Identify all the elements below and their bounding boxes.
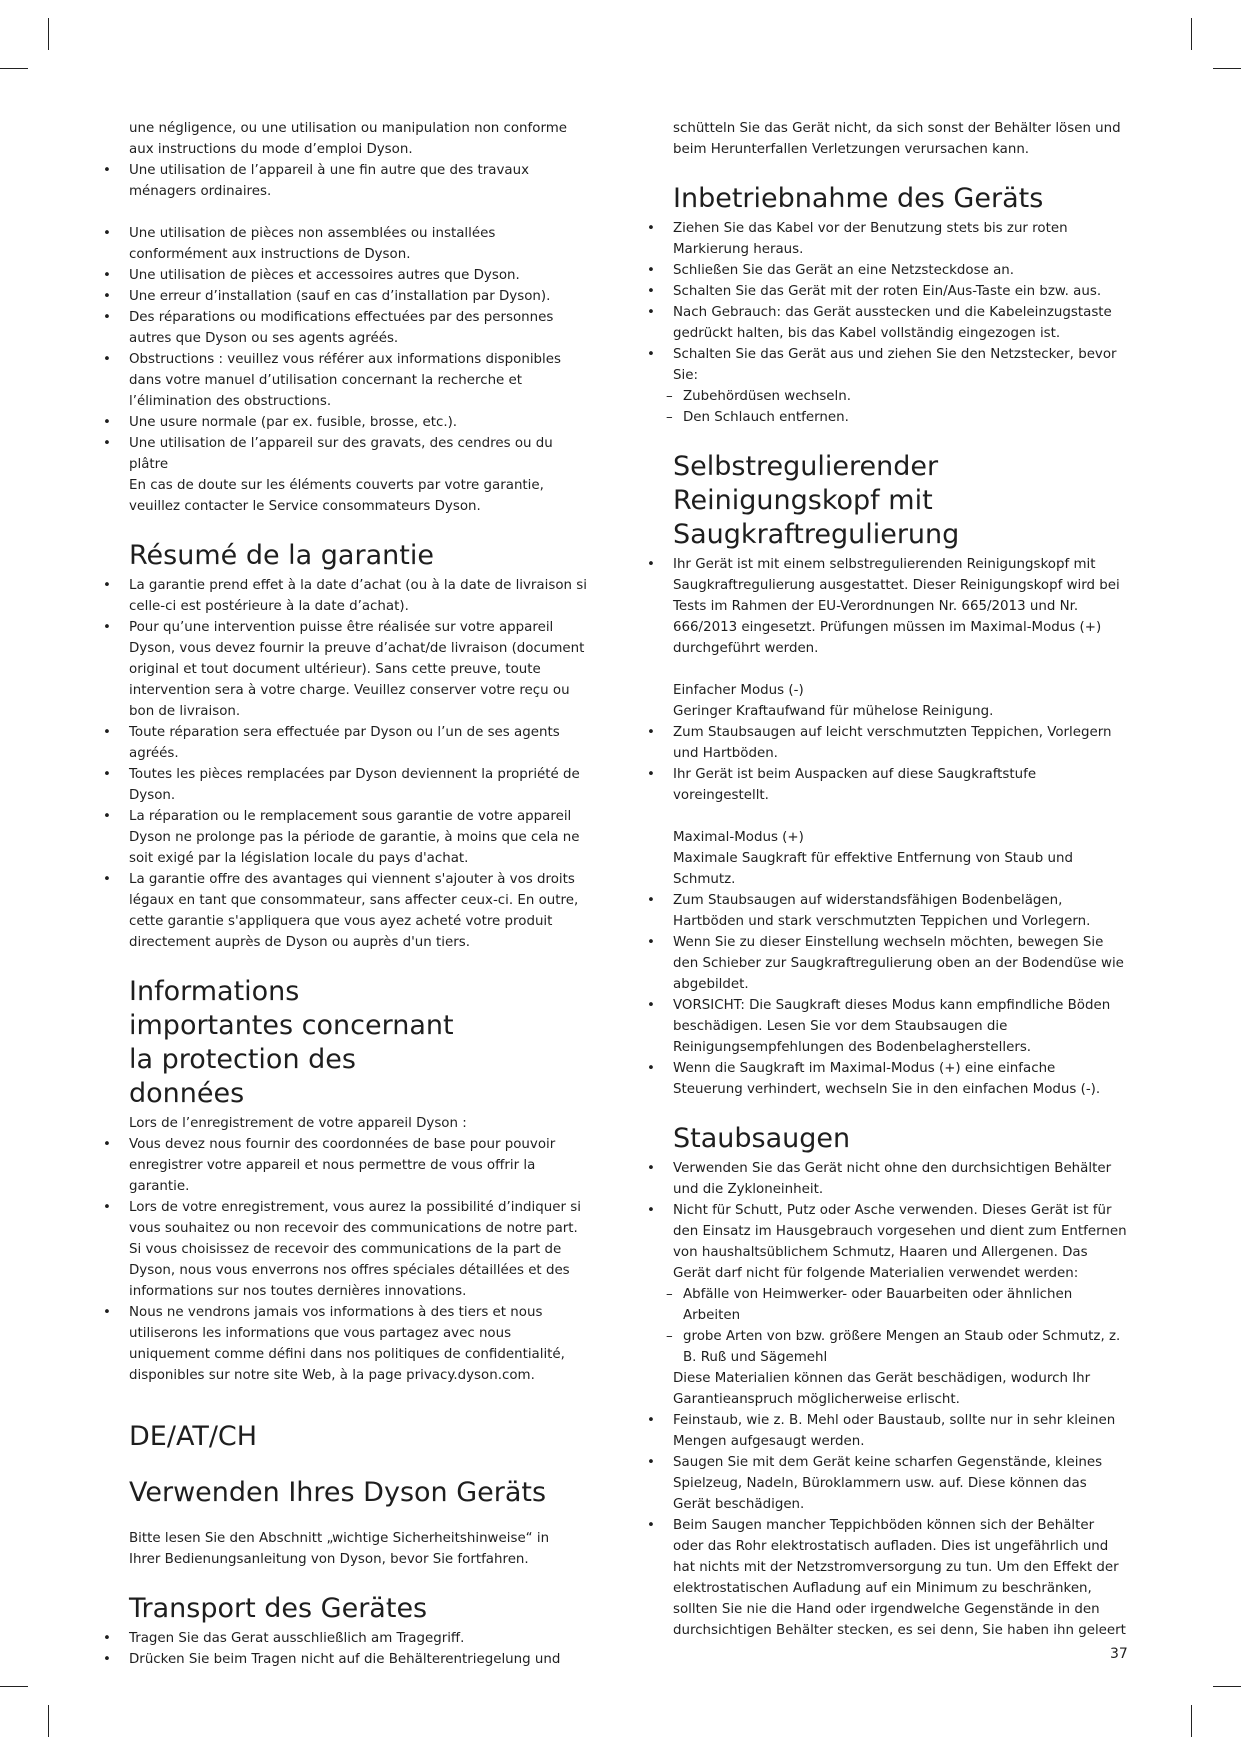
heading-einfacher-modus: Einfacher Modus (-) xyxy=(673,683,804,698)
maximal-modus-list xyxy=(673,848,1128,1100)
crop-mark-bottom-right-v xyxy=(1191,1705,1192,1737)
bullet-item: • Drücken Sie beim Tragen nicht auf die Behälterentriegelung und xyxy=(129,1649,594,1670)
staubsaugen-list xyxy=(673,1158,1128,1641)
bullet-item: • Schalten Sie das Gerät mit der roten Ein/Aus-Taste ein bzw. aus. xyxy=(673,281,1128,302)
bullet-item: • Ihr Gerät ist beim Auspacken auf diese Saugkraftstufe voreingestellt. xyxy=(673,764,1128,806)
bullet-item: • Verwenden Sie das Gerät nicht ohne den durchsichtigen Behälter und die Zykloneinheit. xyxy=(673,1158,1128,1200)
crop-mark-top-right-v xyxy=(1191,18,1192,50)
bullet-item: • Lors de votre enregistrement, vous aurez la possibilité d’indiquer si vous souhaitez ou non recevoir des communications de notre part. Si vous choisissez de recevoir des communications de la part de Dyson, nous vous enverrons nos offres spéciales détaillées et des informations sur nos toutes dernières innovations. xyxy=(129,1197,594,1302)
spacer xyxy=(129,202,594,223)
bullet-item: • La réparation ou le remplacement sous garantie de votre appareil Dyson ne prolonge pas la période de garantie, à moins que cela ne soit exigé par la législation locale du pays d'achat. xyxy=(129,806,594,869)
bullet-item: • La garantie prend effet à la date d’achat (ou à la date de livraison si celle-ci est postérieure à la date d’achat). xyxy=(129,575,594,617)
bullet-item: • Une utilisation de pièces non assemblées ou installées conformément aux instructions de Dyson. xyxy=(129,223,594,265)
warranty-exclusions-list-continued xyxy=(129,223,594,517)
page-number: 37 xyxy=(1110,1646,1128,1662)
bullet-item: • Wenn Sie zu dieser Einstellung wechseln möchten, bewegen Sie den Schieber zur Saugkraftregulierung oben an der Bodendüse wie abgebildet. xyxy=(673,932,1128,995)
transport-list xyxy=(129,1628,594,1670)
crop-mark-bottom-left-h xyxy=(0,1686,28,1687)
bullet-item: • Beim Saugen mancher Teppichböden können sich der Behälter oder das Rohr elektrostatisch aufladen. Dies ist ungefährlich und hat nichts mit der Netzstromversorgung zu tun. Um den Effekt der elektrostatischen Aufladung auf ein Minimum zu beschränken, sollten Sie nie die Hand oder irgendwelche Gegenstände in den durchsichtigen Behälter stecken, es sei denn, Sie haben ihn geleert xyxy=(673,1515,1128,1641)
inbetriebnahme-list xyxy=(673,218,1128,428)
heading-transport: Transport des Gerätes xyxy=(129,1593,428,1624)
verwenden-note: Bitte lesen Sie den Abschnitt „wichtige Sicherheitshinweise“ in Ihrer Bedienungsanleitung von Dyson, bevor Sie fortfahren. xyxy=(129,1531,550,1567)
text-line: Geringer Kraftaufwand für mühelose Reinigung. xyxy=(673,704,994,719)
heading-inbetriebnahme: Inbetriebnahme des Geräts xyxy=(673,183,1044,214)
bullet-item: • La garantie offre des avantages qui viennent s'ajouter à vos droits légaux en tant que consommateur, sans affecter ceux-ci. En outre, cette garantie s'appliquera que vous ayez acheté votre produit directement auprès de Dyson ou auprès d'un tiers. xyxy=(129,869,594,953)
text-line: schütteln Sie das Gerät nicht, da sich sonst der Behälter lösen und beim Herunterfallen Verletzungen verursachen kann. xyxy=(673,121,1121,157)
heading-resume-garantie: Résumé de la garantie xyxy=(129,540,434,571)
bullet-item: • Nach Gebrauch: das Gerät ausstecken und die Kabeleinzugstaste gedrückt halten, bis das Kabel vollständig eingezogen ist. xyxy=(673,302,1128,344)
spacer xyxy=(673,806,1128,827)
resume-garantie-list xyxy=(129,575,594,953)
bullet-item: • Une utilisation de l’appareil sur des gravats, des cendres ou du plâtre xyxy=(129,433,594,475)
right-column xyxy=(673,118,1128,1641)
bullet-item: • Une utilisation de l’appareil à une fin autre que des travaux ménagers ordinaires. xyxy=(129,160,594,202)
bullet-item: • Zum Staubsaugen auf leicht verschmutzten Teppichen, Vorlegern und Hartböden. xyxy=(673,722,1128,764)
crop-mark-top-right-h xyxy=(1213,68,1241,69)
heading-staubsaugen: Staubsaugen xyxy=(673,1123,851,1154)
heading-selbstregulierend: Selbstregulierender Reinigungskopf mit Saugkraftregulierung xyxy=(673,451,960,550)
bullet-item: • Une usure normale (par ex. fusible, brosse, etc.). xyxy=(129,412,594,433)
bullet-item: • Pour qu’une intervention puisse être réalisée sur votre appareil Dyson, vous devez fournir la preuve d’achat/de livraison (document original et tout document ultérieur). Sans cette preuve, toute intervention sera à votre charge. Veuillez conserver votre reçu ou bon de livraison. xyxy=(129,617,594,722)
heading-maximal-modus: Maximal-Modus (+) xyxy=(673,830,804,845)
bullet-item: • Schließen Sie das Gerät an eine Netzsteckdose an. xyxy=(673,260,1128,281)
bullet-item: • Zum Staubsaugen auf widerstandsfähigen Bodenbelägen, Hartböden und stark verschmutzten Teppichen und Vorlegern. xyxy=(673,890,1128,932)
text-line: Lors de l’enregistrement de votre appareil Dyson : xyxy=(129,1116,467,1131)
dash-item: – Abfälle von Heimwerker- oder Bauarbeiten oder ähnlichen Arbeiten xyxy=(673,1284,1128,1326)
warranty-exclusions-list xyxy=(129,118,594,202)
spacer xyxy=(673,659,1128,680)
text-line: Maximale Saugkraft für effektive Entfernung von Staub und Schmutz. xyxy=(673,851,1073,887)
dash-item: – Den Schlauch entfernen. xyxy=(673,407,1128,428)
bullet-item: • Obstructions : veuillez vous référer aux informations disponibles dans votre manuel d’utilisation concernant la recherche et l’élimination des obstructions. xyxy=(129,349,594,412)
heading-country-code: DE/AT/CH xyxy=(129,1421,258,1452)
heading-protection-donnees: Informations importantes concernant la protection des données xyxy=(129,976,454,1109)
bullet-item: • VORSICHT: Die Saugkraft dieses Modus kann empfindliche Böden beschädigen. Lesen Sie vor dem Staubsaugen die Reinigungsempfehlungen des Bodenbelagherstellers. xyxy=(673,995,1128,1058)
crop-mark-top-left-h xyxy=(0,68,28,69)
crop-mark-top-left-v xyxy=(48,18,49,50)
bullet-item: • Feinstaub, wie z. B. Mehl oder Baustaub, sollte nur in sehr kleinen Mengen aufgesaugt werden. xyxy=(673,1410,1128,1452)
crop-mark-bottom-left-v xyxy=(48,1705,49,1737)
crop-mark-bottom-right-h xyxy=(1213,1686,1241,1687)
text-line: Diese Materialien können das Gerät beschädigen, wodurch Ihr Garantieanspruch möglicherweise erlischt. xyxy=(673,1371,1091,1407)
text-line: En cas de doute sur les éléments couverts par votre garantie, veuillez contacter le Service consommateurs Dyson. xyxy=(129,478,544,514)
bullet-item: • Vous devez nous fournir des coordonnées de base pour pouvoir enregistrer votre appareil et nous permettre de vous offrir la garantie. xyxy=(129,1134,594,1197)
bullet-item: • Des réparations ou modifications effectuées par des personnes autres que Dyson ou ses agents agréés. xyxy=(129,307,594,349)
bullet-item: • Saugen Sie mit dem Gerät keine scharfen Gegenstände, kleines Spielzeug, Nadeln, Büroklammern usw. auf. Diese können das Gerät beschädigen. xyxy=(673,1452,1128,1515)
bullet-item: • Tragen Sie das Gerat ausschließlich am Tragegriff. xyxy=(129,1628,594,1649)
bullet-item: • Ziehen Sie das Kabel vor der Benutzung stets bis zur roten Markierung heraus. xyxy=(673,218,1128,260)
selbstregulierend-list xyxy=(673,554,1128,659)
bullet-item: • Nicht für Schutt, Putz oder Asche verwenden. Dieses Gerät ist für den Einsatz im Hausgebrauch vorgesehen und dient zum Entfernen von haushaltsüblichem Schmutz, Haaren und Allergenen. Das Gerät darf nicht für folgende Materialien verwendet werden: xyxy=(673,1200,1128,1284)
bullet-item: • Toute réparation sera effectuée par Dyson ou l’un de ses agents agréés. xyxy=(129,722,594,764)
bullet-item: • Wenn die Saugkraft im Maximal-Modus (+) eine einfache Steuerung verhindert, wechseln Sie in den einfachen Modus (-). xyxy=(673,1058,1128,1100)
bullet-item: • Nous ne vendrons jamais vos informations à des tiers et nous utiliserons les informations que vous partagez avec nous uniquement comme défini dans nos politiques de confidentialité, disponibles sur notre site Web, à la page privacy.dyson.com. xyxy=(129,1302,594,1386)
transport-list-continued xyxy=(673,118,1128,160)
text-line: une négligence, ou une utilisation ou manipulation non conforme aux instructions du mode d’emploi Dyson. xyxy=(129,121,568,157)
bullet-item: • Toutes les pièces remplacées par Dyson deviennent la propriété de Dyson. xyxy=(129,764,594,806)
bullet-item: • Schalten Sie das Gerät aus und ziehen Sie den Netzstecker, bevor Sie: xyxy=(673,344,1128,386)
left-column xyxy=(129,118,594,1670)
heading-verwenden: Verwenden Ihres Dyson Geräts xyxy=(129,1477,547,1508)
dash-item: – Zubehördüsen wechseln. xyxy=(673,386,1128,407)
bullet-item: • Une erreur d’installation (sauf en cas d’installation par Dyson). xyxy=(129,286,594,307)
bullet-item: • Ihr Gerät ist mit einem selbstregulierenden Reinigungskopf mit Saugkraftregulierung ausgestattet. Dieser Reinigungskopf wird bei Tests im Rahmen der EU-Verordnungen Nr. 665/2013 und Nr. 666/2013 eingesetzt. Prüfungen müssen im Maximal-Modus (+) durchgeführt werden. xyxy=(673,554,1128,659)
dash-item: – grobe Arten von bzw. größere Mengen an Staub oder Schmutz, z. B. Ruß und Sägemehl xyxy=(673,1326,1128,1368)
protection-donnees-list xyxy=(129,1113,594,1386)
bullet-item: • Une utilisation de pièces et accessoires autres que Dyson. xyxy=(129,265,594,286)
einfacher-modus-list xyxy=(673,701,1128,806)
